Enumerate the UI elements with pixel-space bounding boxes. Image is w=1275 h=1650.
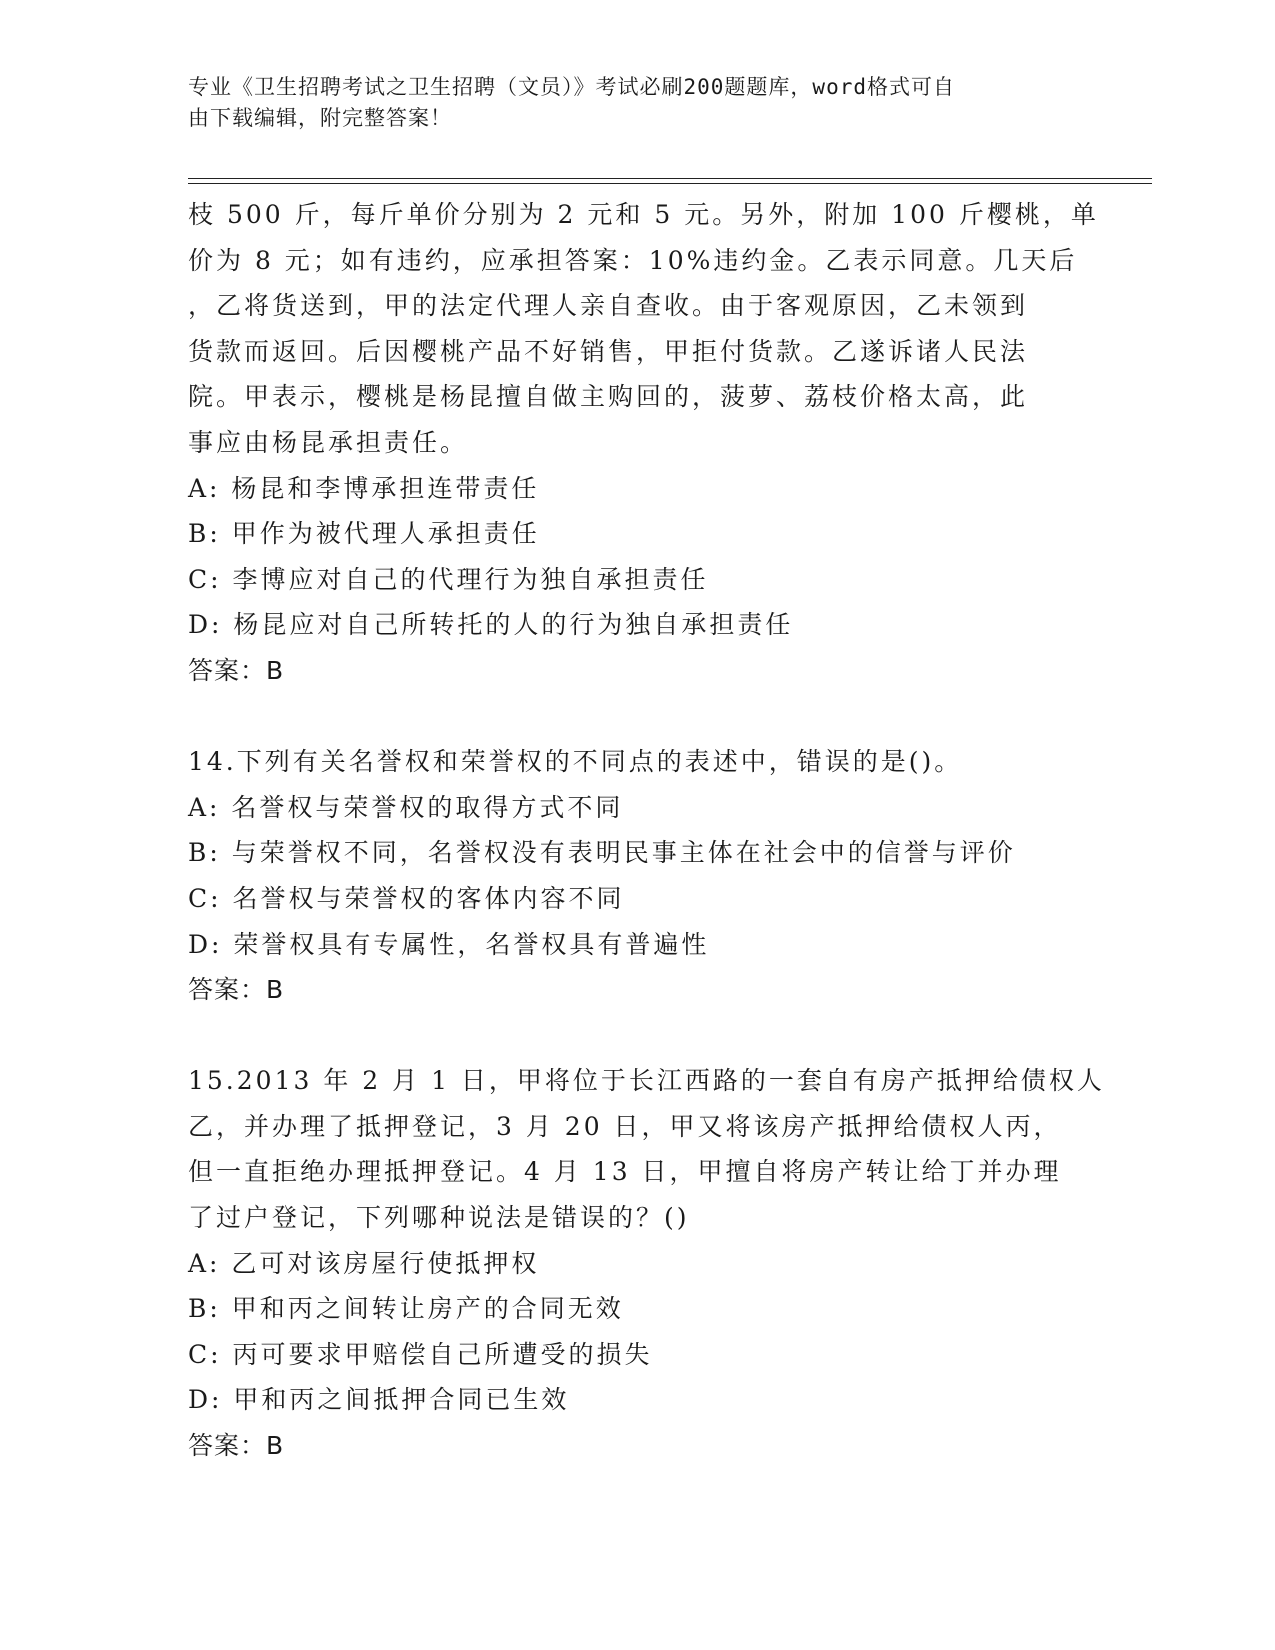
question-text-line: 了过户登记，下列哪种说法是错误的？()	[188, 1203, 690, 1233]
question-15	[188, 1058, 1105, 1468]
header-title-line-1: 专业《卫生招聘考试之卫生招聘（文员）》考试必刷200题题库，word格式可自	[188, 75, 955, 99]
answer-line: 答案：B	[188, 975, 285, 1005]
option-d: D: 荣誉权具有专属性，名誉权具有普遍性	[188, 929, 710, 959]
question-text-line: 事应由杨昆承担责任。	[188, 427, 469, 457]
question-text-line: 但一直拒绝办理抵押登记。4 月 13 日，甲擅自将房产转让给丁并办理	[188, 1157, 1062, 1187]
option-a: A: 名誉权与荣誉权的取得方式不同	[188, 792, 624, 822]
question-14	[188, 739, 1088, 1013]
header-divider	[188, 178, 1152, 184]
question-text-line: 院。甲表示，樱桃是杨昆擅自做主购回的，菠萝、荔枝价格太高，此	[188, 382, 1029, 412]
answer-line: 答案：B	[188, 655, 285, 685]
option-b: B: 与荣誉权不同，名誉权没有表明民事主体在社会中的信誉与评价	[188, 838, 1016, 868]
question-text-line: 15.2013 年 2 月 1 日，甲将位于长江西路的一套自有房产抵押给债权人	[188, 1066, 1105, 1096]
document-body	[188, 192, 1105, 1469]
question-text-line: 乙，并办理了抵押登记，3 月 20 日，甲又将该房产抵押给债权人丙，	[188, 1111, 1062, 1141]
option-d: D: 甲和丙之间抵押合同已生效	[188, 1385, 570, 1415]
option-b: B: 甲和丙之间转让房产的合同无效	[188, 1294, 624, 1324]
option-c: C: 李博应对自己的代理行为独自承担责任	[188, 564, 709, 594]
option-c: C: 名誉权与荣誉权的客体内容不同	[188, 883, 625, 913]
document-header	[188, 72, 1088, 134]
header-title-line-2: 由下载编辑，附完整答案！	[188, 106, 452, 130]
option-d: D: 杨昆应对自己所转托的人的行为独自承担责任	[188, 610, 794, 640]
question-13-continuation	[188, 192, 1099, 694]
option-b: B: 甲作为被代理人承担责任	[188, 519, 540, 549]
spacer	[188, 694, 1088, 740]
spacer	[188, 1013, 1088, 1059]
question-text-line: 14.下列有关名誉权和荣誉权的不同点的表述中，错误的是()。	[188, 747, 963, 777]
option-a: A: 杨昆和李博承担连带责任	[188, 473, 540, 503]
answer-line: 答案：B	[188, 1431, 285, 1461]
option-a: A: 乙可对该房屋行使抵押权	[188, 1248, 540, 1278]
question-text-line: 价为 8 元；如有违约，应承担答案：10%违约金。乙表示同意。几天后	[188, 245, 1078, 275]
question-text-line: 枝 500 斤，每斤单价分别为 2 元和 5 元。另外，附加 100 斤樱桃，单	[188, 200, 1099, 229]
question-text-line: 货款而返回。后因樱桃产品不好销售，甲拒付货款。乙遂诉诸人民法	[188, 336, 1029, 366]
option-c: C: 丙可要求甲赔偿自己所遭受的损失	[188, 1339, 653, 1369]
question-text-line: ，乙将货送到，甲的法定代理人亲自查收。由于客观原因，乙未领到	[188, 291, 1029, 321]
